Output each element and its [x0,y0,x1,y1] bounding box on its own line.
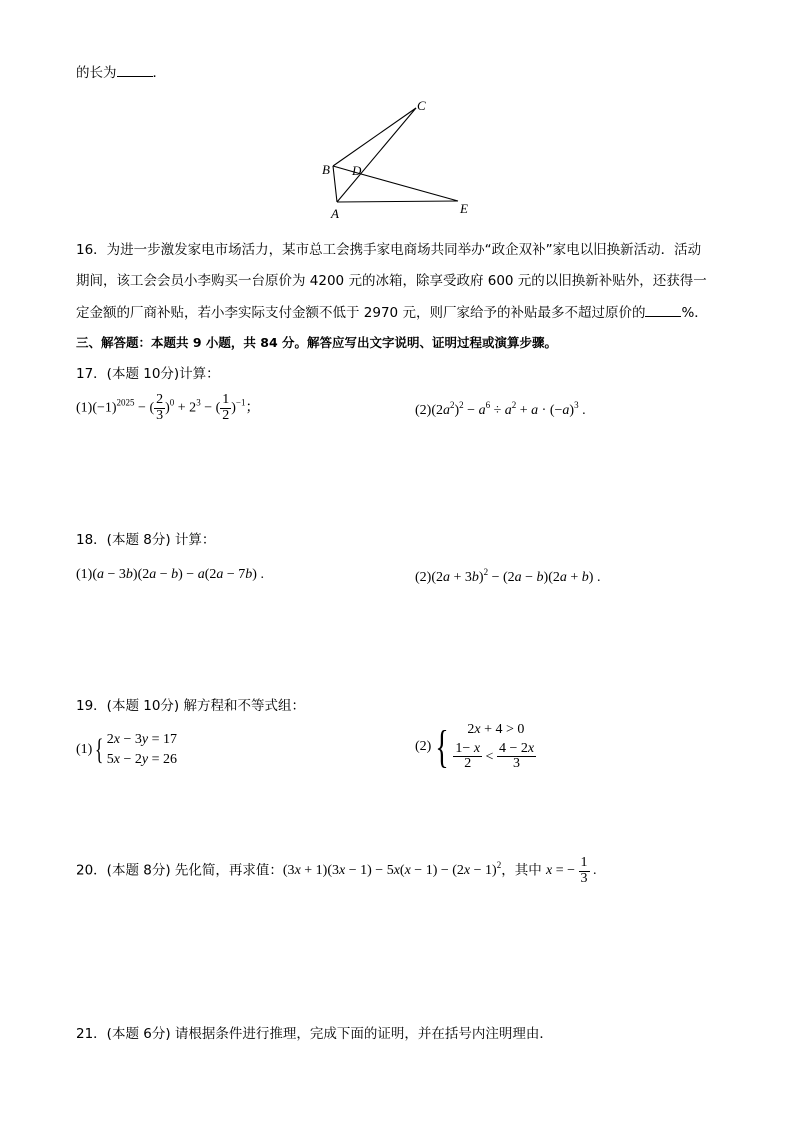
q17-part2: $(2)(2a^2)^2 - a^6 \div a^2 + a \cdot (-a)^3$ . [415,400,586,418]
q16-line3 [76,304,708,321]
q19-part2: (2){ 2x + 4 > 0 $\frac{1- x}{2}$ < $\frac{4 - 2x}{3}$ [415,721,535,773]
q18-part2: $(2)(2a + 3b)^2 - (2a - b)(2a + b)$ . [415,567,601,585]
segment-de [361,174,458,201]
q18-title: 18．(本题 8分) 计算： [76,532,216,548]
q17-title: 17．(本题 10分)计算： [76,366,220,382]
label-d: D [352,163,362,178]
q20-line: 20．(本题 8分) 先化简，再求值：$(3x + 1)(3x - 1) - 5x(x - 1) - (2x - 1)^2$，其中 x = − $\frac{1}{3}$ . [76,855,597,886]
q21-title: 21．(本题 6分) 请根据条件进行推理，完成下面的证明，并在括号内注明理由． [76,1026,553,1042]
top-line: 的长为 ． [76,65,166,81]
q16-line2: 期间，该工会会员小李购买一台原价为 4200 元的冰箱，除享受政府 600 元的以旧换新补贴外，还获得一 [76,273,707,289]
q17-part1: $(1)(-1)^{2025}$ − ( $\frac{2}{3}$ )$^0 + 2^3$ − ( $\frac{1}{2}$ )$^{-1}$； [76,392,260,423]
q16-answer-blank [645,304,681,317]
q19-title: 19．(本题 10分) 解方程和不等式组： [76,698,305,714]
segment-ab [333,166,337,202]
q20-title: 20．(本题 8分) 先化简，再求值： [76,862,283,879]
q18-part1: (1)(a − 3b)(2a − b) − a(2a − 7b) . [76,567,264,582]
q19-part1: (1){2x − 3y = 17 5x − 2y = 26 [76,732,177,768]
label-e: E [460,201,468,216]
label-a: A [331,206,339,221]
q16-line3-text: 定金额的厂商补贴，若小李实际支付金额不低于 2970 元，则厂家给予的补贴最多不超过原价的 [76,305,646,321]
geometry-figure [318,96,483,226]
q16-line3-end: %． [681,305,708,321]
section-3-heading: 三、解答题：本题共 9 小题，共 84 分。解答应写出文字说明、证明过程或演算步骤。 [76,335,558,350]
answer-blank [117,64,153,77]
q20-where: ，其中 [501,862,542,879]
top-line-text: 的长为 [76,65,117,81]
segment-ae [337,201,458,202]
label-c: C [417,98,426,113]
label-b: B [322,162,330,177]
q16-line1: 16．为进一步激发家电市场活力，某市总工会携手家电商场共同举办“政企双补”家电以旧换新活动．活动 [76,242,702,258]
